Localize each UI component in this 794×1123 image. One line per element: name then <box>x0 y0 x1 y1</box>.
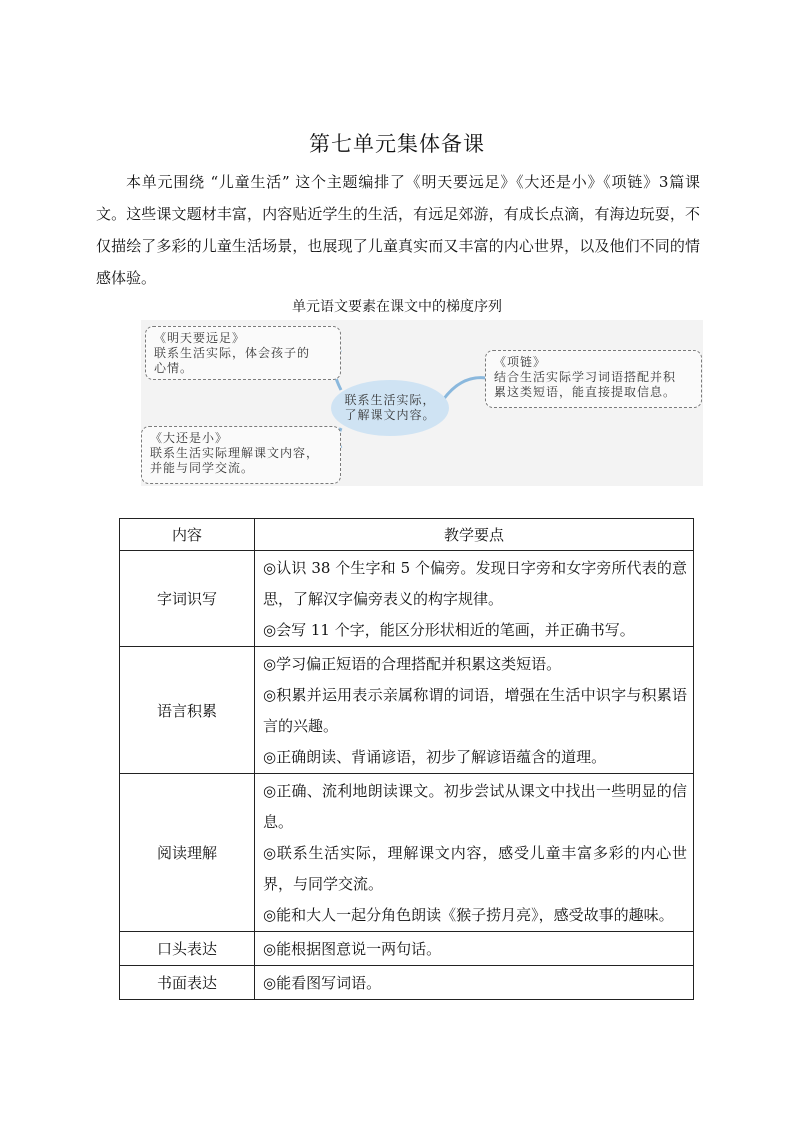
center-line: 联系生活实际， <box>344 393 436 407</box>
node-title: 《项链》 <box>494 355 547 369</box>
connector-right <box>443 378 486 400</box>
node-line: 联系生活实际，体会孩子的 <box>154 346 311 360</box>
node-line: 并能与同学交流。 <box>150 461 255 475</box>
row-category: 书面表达 <box>120 966 255 1000</box>
node-dahaishixiao <box>141 426 341 484</box>
row-category: 口头表达 <box>120 932 255 966</box>
table-row <box>120 647 694 774</box>
row-category: 语言积累 <box>120 647 255 774</box>
point: ◎积累并运用表示亲属称谓的词语，增强在生活中识字与积累语言的兴趣。 <box>263 686 687 735</box>
row-points <box>255 932 694 966</box>
node-title: 《明天要远足》 <box>154 331 246 345</box>
point: ◎正确、流利地朗读课文。初步尝试从课文中找出一些明显的信息。 <box>263 782 687 831</box>
teaching-points-table <box>119 518 694 1000</box>
point: ◎能和大人一起分角色朗读《猴子捞月亮》，感受故事的趣味。 <box>263 906 674 924</box>
intro-paragraph: 本单元围绕 “儿童生活” 这个主题编排了《明天要远足》《大还是小》《项链》3篇课文。这些课文题材丰富，内容贴近学生的生活，有远足郊游，有成长点滴，有海边玩耍，不仅描绘了多彩的儿童生活场景，也展现了儿童真实而又丰富的内心世界，以及他们不同的情感体验。 <box>96 173 700 287</box>
row-points <box>255 647 694 774</box>
table-row <box>120 932 694 966</box>
row-category: 阅读理解 <box>120 774 255 932</box>
node-line: 结合生活实际学习词语搭配并积 <box>494 370 677 384</box>
point: ◎学习偏正短语的合理搭配并积累这类短语。 <box>263 655 562 673</box>
center-node <box>331 380 449 436</box>
row-points <box>255 551 694 647</box>
point: ◎能看图写词语。 <box>263 974 382 992</box>
header-points: 教学要点 <box>255 519 694 551</box>
node-xianglian <box>485 350 702 408</box>
mindmap-caption: 单元语文要素在课文中的梯度序列 <box>292 299 502 315</box>
mindmap <box>141 320 703 486</box>
row-points <box>255 966 694 1000</box>
node-line: 累这类短语，能直接提取信息。 <box>494 385 677 399</box>
table-row <box>120 551 694 647</box>
point: ◎联系生活实际，理解课文内容，感受儿童丰富多彩的内心世界，与同学交流。 <box>263 844 687 893</box>
header-content: 内容 <box>120 519 255 551</box>
node-mingtian <box>145 326 341 380</box>
page-title: 第七单元集体备课 <box>309 132 485 156</box>
table-row <box>120 774 694 932</box>
table-header-row <box>120 519 694 551</box>
node-line: 心情。 <box>154 361 194 375</box>
point: ◎会写 11 个字，能区分形状相近的笔画，并正确书写。 <box>263 621 635 639</box>
center-line: 了解课文内容。 <box>344 408 436 422</box>
point: ◎认识 38 个生字和 5 个偏旁。发现日字旁和女字旁所代表的意思，了解汉字偏旁表义的构字规律。 <box>263 559 687 608</box>
point: ◎正确朗读、背诵谚语，初步了解谚语蕴含的道理。 <box>263 748 607 766</box>
row-points <box>255 774 694 932</box>
table-row <box>120 966 694 1000</box>
node-line: 联系生活实际理解课文内容， <box>150 446 320 460</box>
row-category: 字词识写 <box>120 551 255 647</box>
node-title: 《大还是小》 <box>150 431 229 445</box>
point: ◎能根据图意说一两句话。 <box>263 940 442 958</box>
